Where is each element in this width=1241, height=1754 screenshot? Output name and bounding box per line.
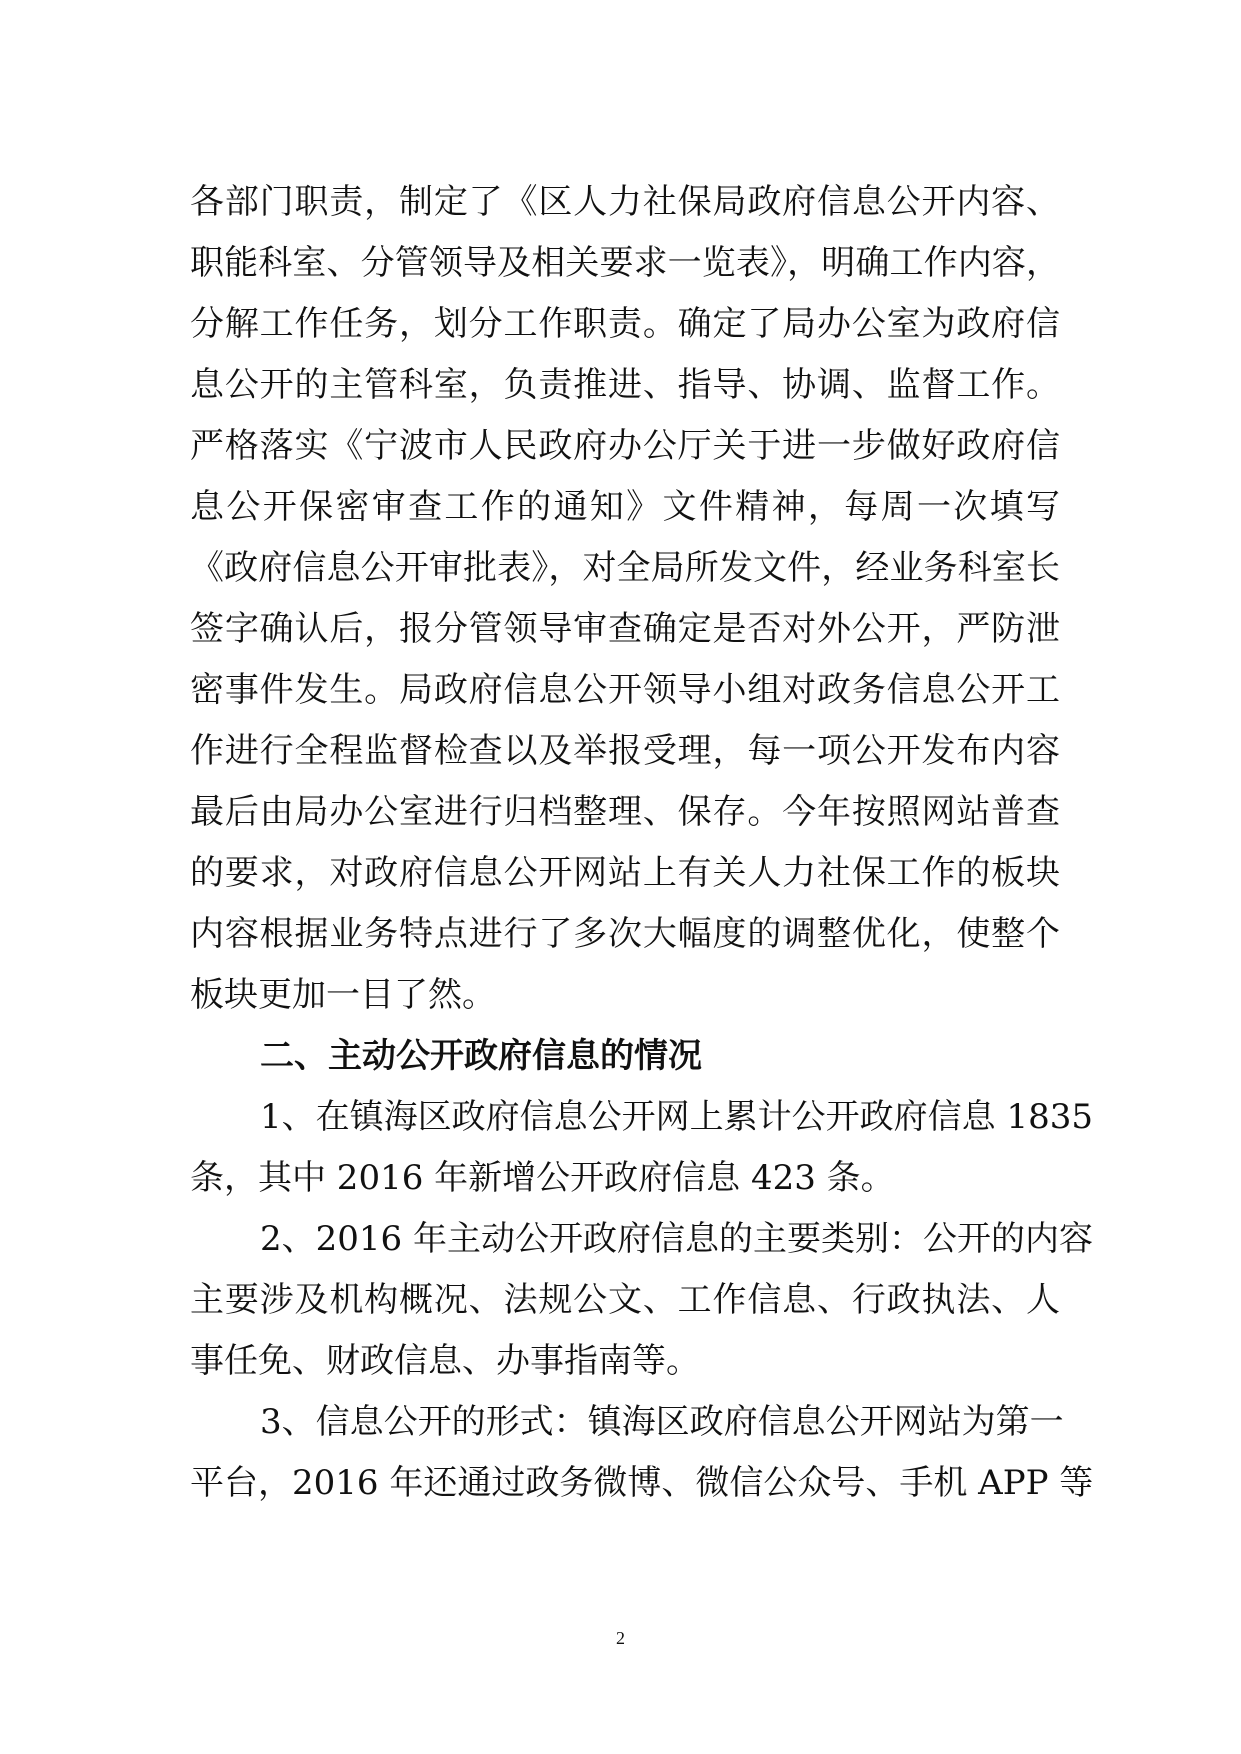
document-body [190, 172, 1094, 1514]
paragraph [190, 1087, 1093, 1209]
text-line: 条，其中 2016 年新增公开政府信息 423 条。 [190, 1158, 895, 1198]
text-line: 密事件发生。局政府信息公开领导小组对政务信息公开工 [190, 670, 1060, 710]
text-line: 息公开的主管科室，负责推进、指导、协调、监督工作。 [190, 365, 1060, 405]
text-line: 息公开保密审查工作的通知》文件精神，每周一次填写 [190, 487, 1060, 527]
text-line: 平台，2016 年还通过政务微博、微信公众号、手机 APP 等 [190, 1463, 1094, 1503]
text-line: 分解工作任务，划分工作职责。确定了局办公室为政府信 [190, 304, 1060, 344]
section-heading [190, 1026, 1060, 1087]
text-line: 《政府信息公开审批表》，对全局所发文件，经业务科室长 [190, 548, 1060, 588]
heading-text: 二、主动公开政府信息的情况 [260, 1036, 702, 1076]
text-line: 职能科室、分管领导及相关要求一览表》，明确工作内容， [190, 243, 1060, 283]
paragraph [190, 1392, 1094, 1514]
text-line: 内容根据业务特点进行了多次大幅度的调整优化，使整个 [190, 914, 1060, 954]
text-line: 板块更加一目了然。 [190, 975, 496, 1015]
text-line: 2、2016 年主动公开政府信息的主要类别：公开的内容 [260, 1219, 1093, 1259]
text-line: 1、在镇海区政府信息公开网上累计公开政府信息 1835 [260, 1097, 1093, 1137]
paragraph [190, 1209, 1093, 1392]
text-line: 作进行全程监督检查以及举报受理，每一项公开发布内容 [190, 731, 1060, 771]
text-line: 签字确认后，报分管领导审查确定是否对外公开，严防泄 [190, 609, 1060, 649]
page-number: 2 [616, 1628, 625, 1648]
paragraph [190, 172, 1060, 1026]
text-line: 3、信息公开的形式：镇海区政府信息公开网站为第一 [260, 1402, 1064, 1442]
text-line: 主要涉及机构概况、法规公文、工作信息、行政执法、人 [190, 1280, 1060, 1320]
text-line: 各部门职责，制定了《区人力社保局政府信息公开内容、 [190, 182, 1060, 222]
text-line: 的要求，对政府信息公开网站上有关人力社保工作的板块 [190, 853, 1060, 893]
text-line: 严格落实《宁波市人民政府办公厅关于进一步做好政府信 [190, 426, 1060, 466]
text-line: 事任免、财政信息、办事指南等。 [190, 1341, 700, 1381]
text-line: 最后由局办公室进行归档整理、保存。今年按照网站普查 [190, 792, 1060, 832]
